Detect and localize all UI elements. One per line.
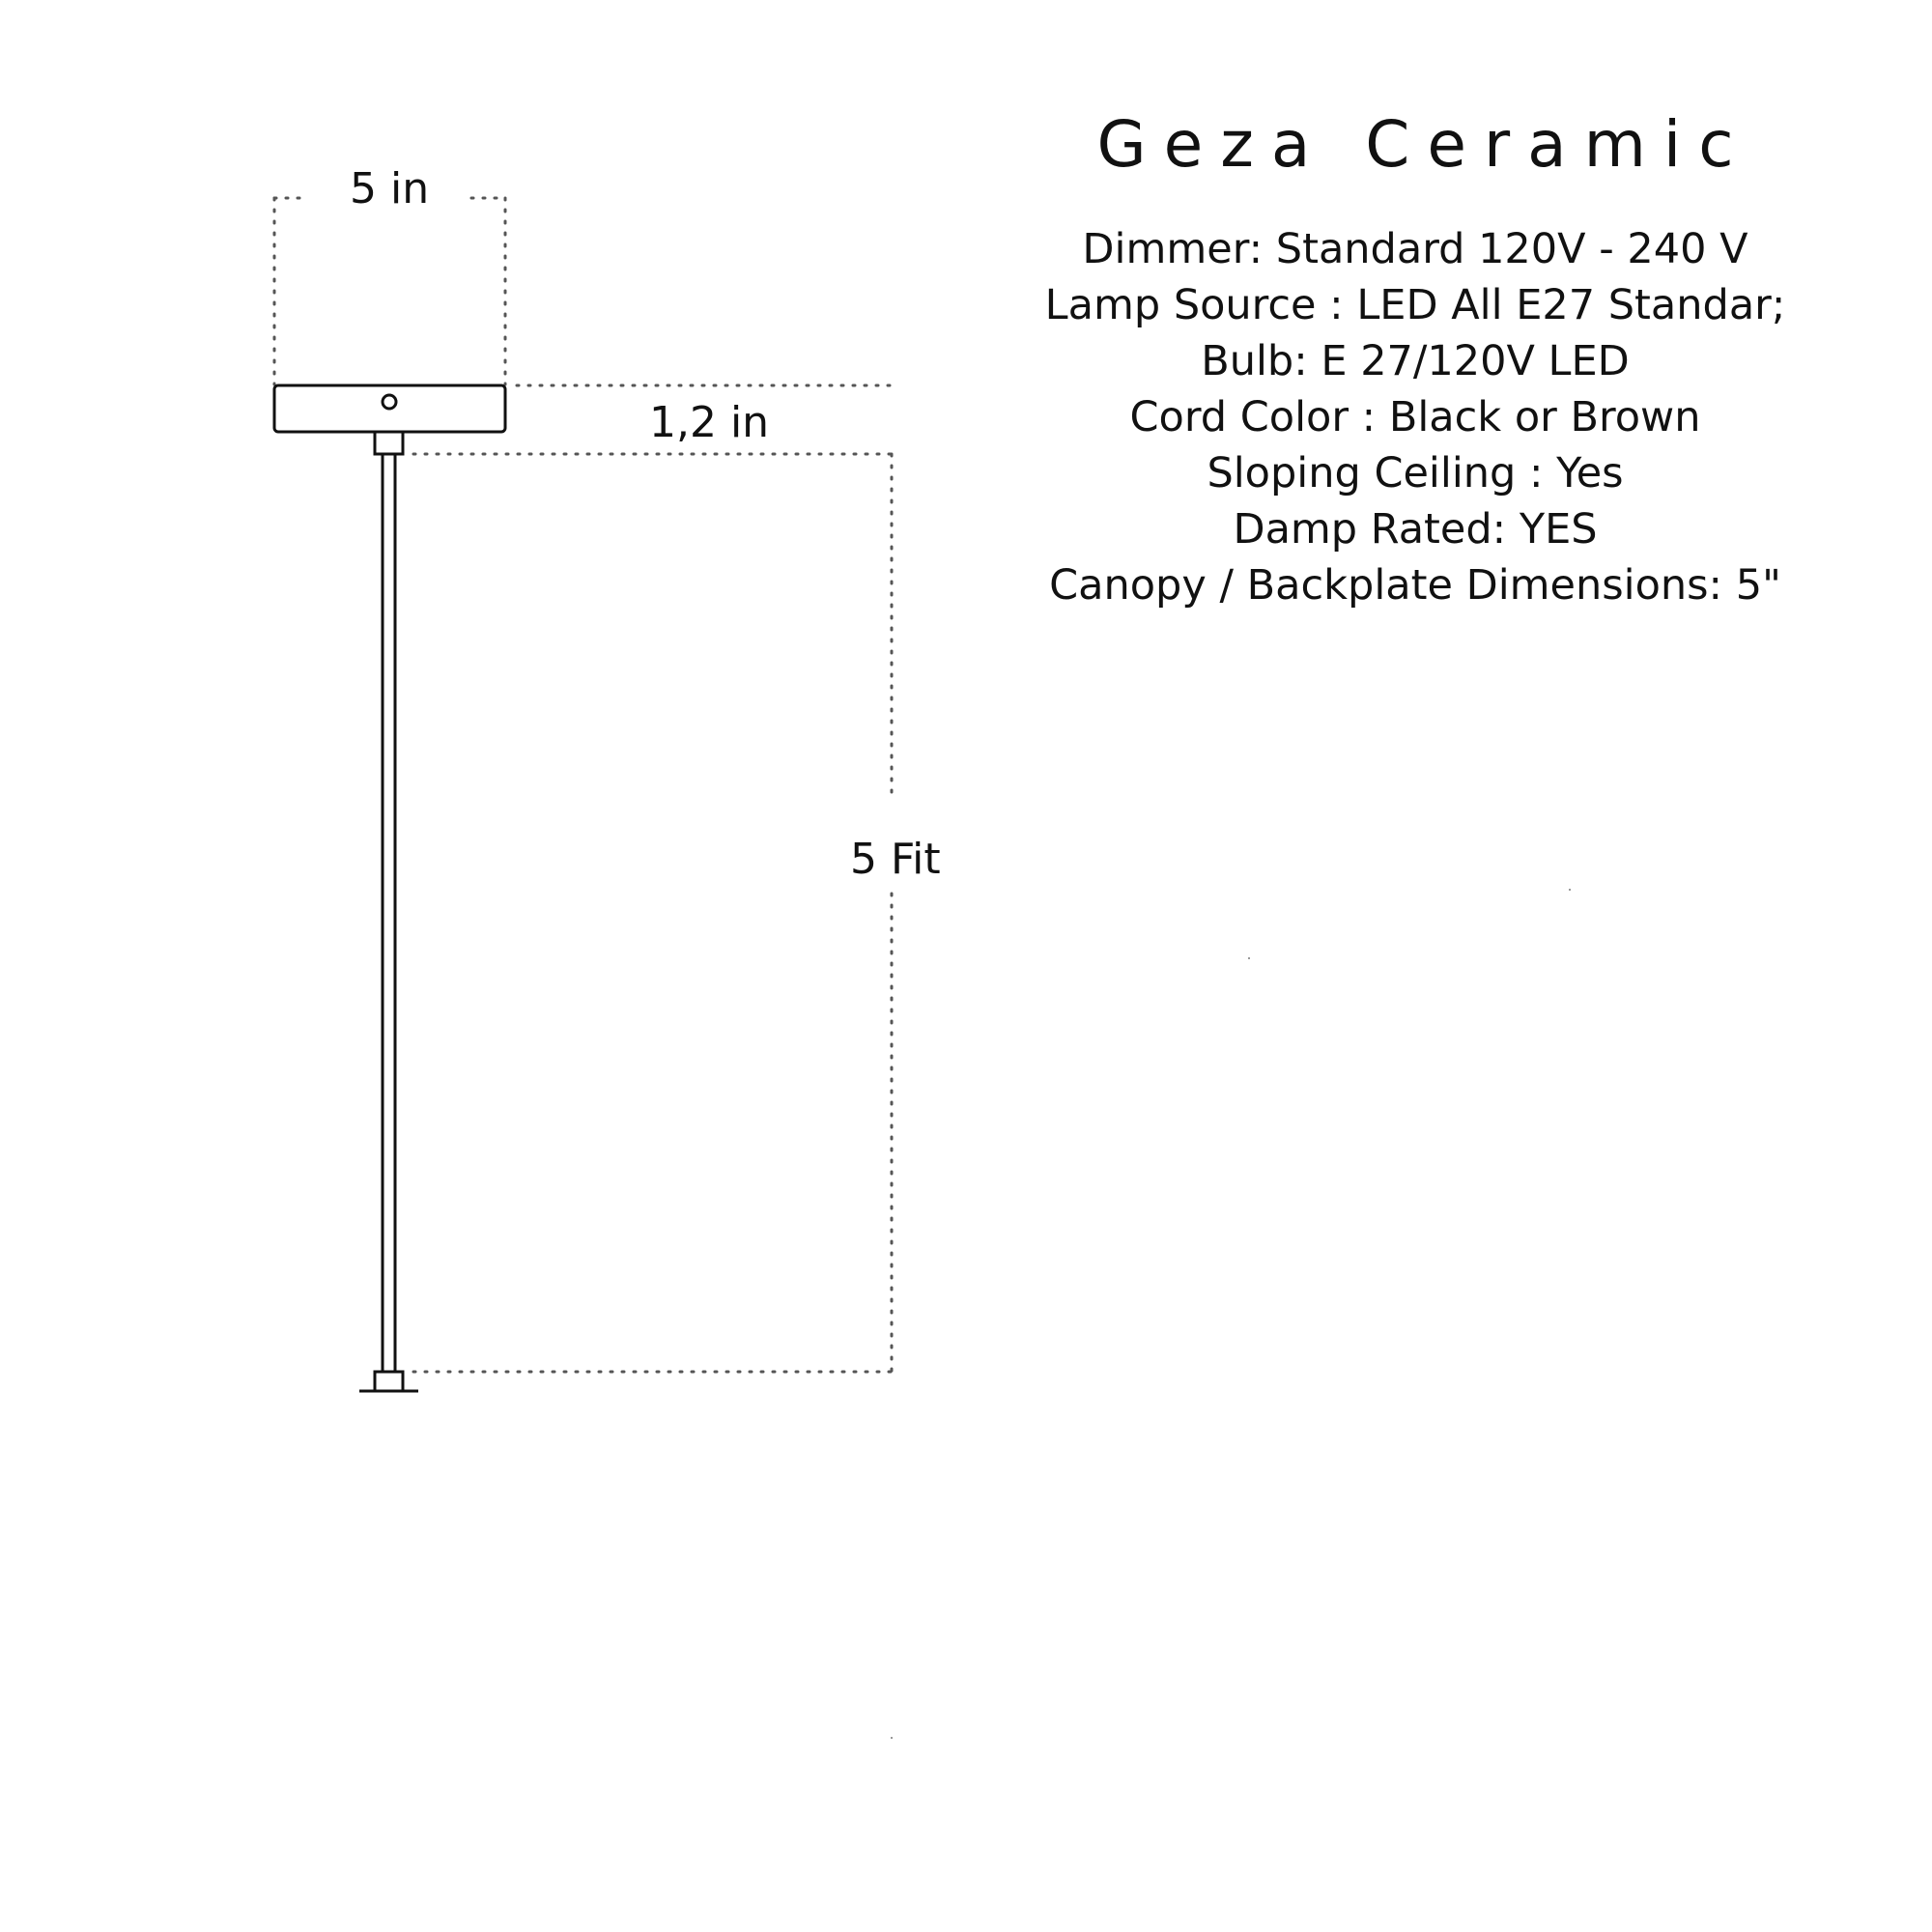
spec-lamp-source: Lamp Source : LED All E27 Standar;	[1044, 281, 1786, 330]
spec-damp-rated: Damp Rated: YES	[1233, 505, 1598, 554]
stray-dot-3	[891, 1737, 893, 1739]
socket-connector	[375, 1372, 403, 1391]
spec-list	[1024, 221, 1806, 613]
drop-dimension-label: 5 Fit	[850, 835, 941, 884]
spec-dimmer: Dimmer: Standard 120V - 240 V	[1082, 225, 1748, 274]
spec-panel	[1024, 106, 1806, 613]
spec-canopy-dimensions: Canopy / Backplate Dimensions: 5"	[1049, 561, 1781, 611]
canopy-height-dimension-label: 1,2 in	[649, 398, 770, 447]
spec-sloping-ceiling: Sloping Ceiling : Yes	[1207, 449, 1624, 498]
spec-cord-color: Cord Color : Black or Brown	[1129, 393, 1701, 442]
width-dimension-label: 5 in	[350, 164, 430, 213]
stray-dot-1	[1569, 889, 1571, 891]
spec-bulb: Bulb: E 27/120V LED	[1201, 337, 1630, 386]
product-title: Geza Ceramic	[1096, 107, 1751, 182]
canopy-connector	[375, 432, 403, 454]
width-dimension-guides	[274, 198, 506, 384]
pendant-fixture	[274, 385, 505, 1391]
stray-dot-2	[1248, 957, 1250, 959]
drop-guides	[413, 454, 894, 1372]
canopy-screw	[383, 395, 396, 409]
